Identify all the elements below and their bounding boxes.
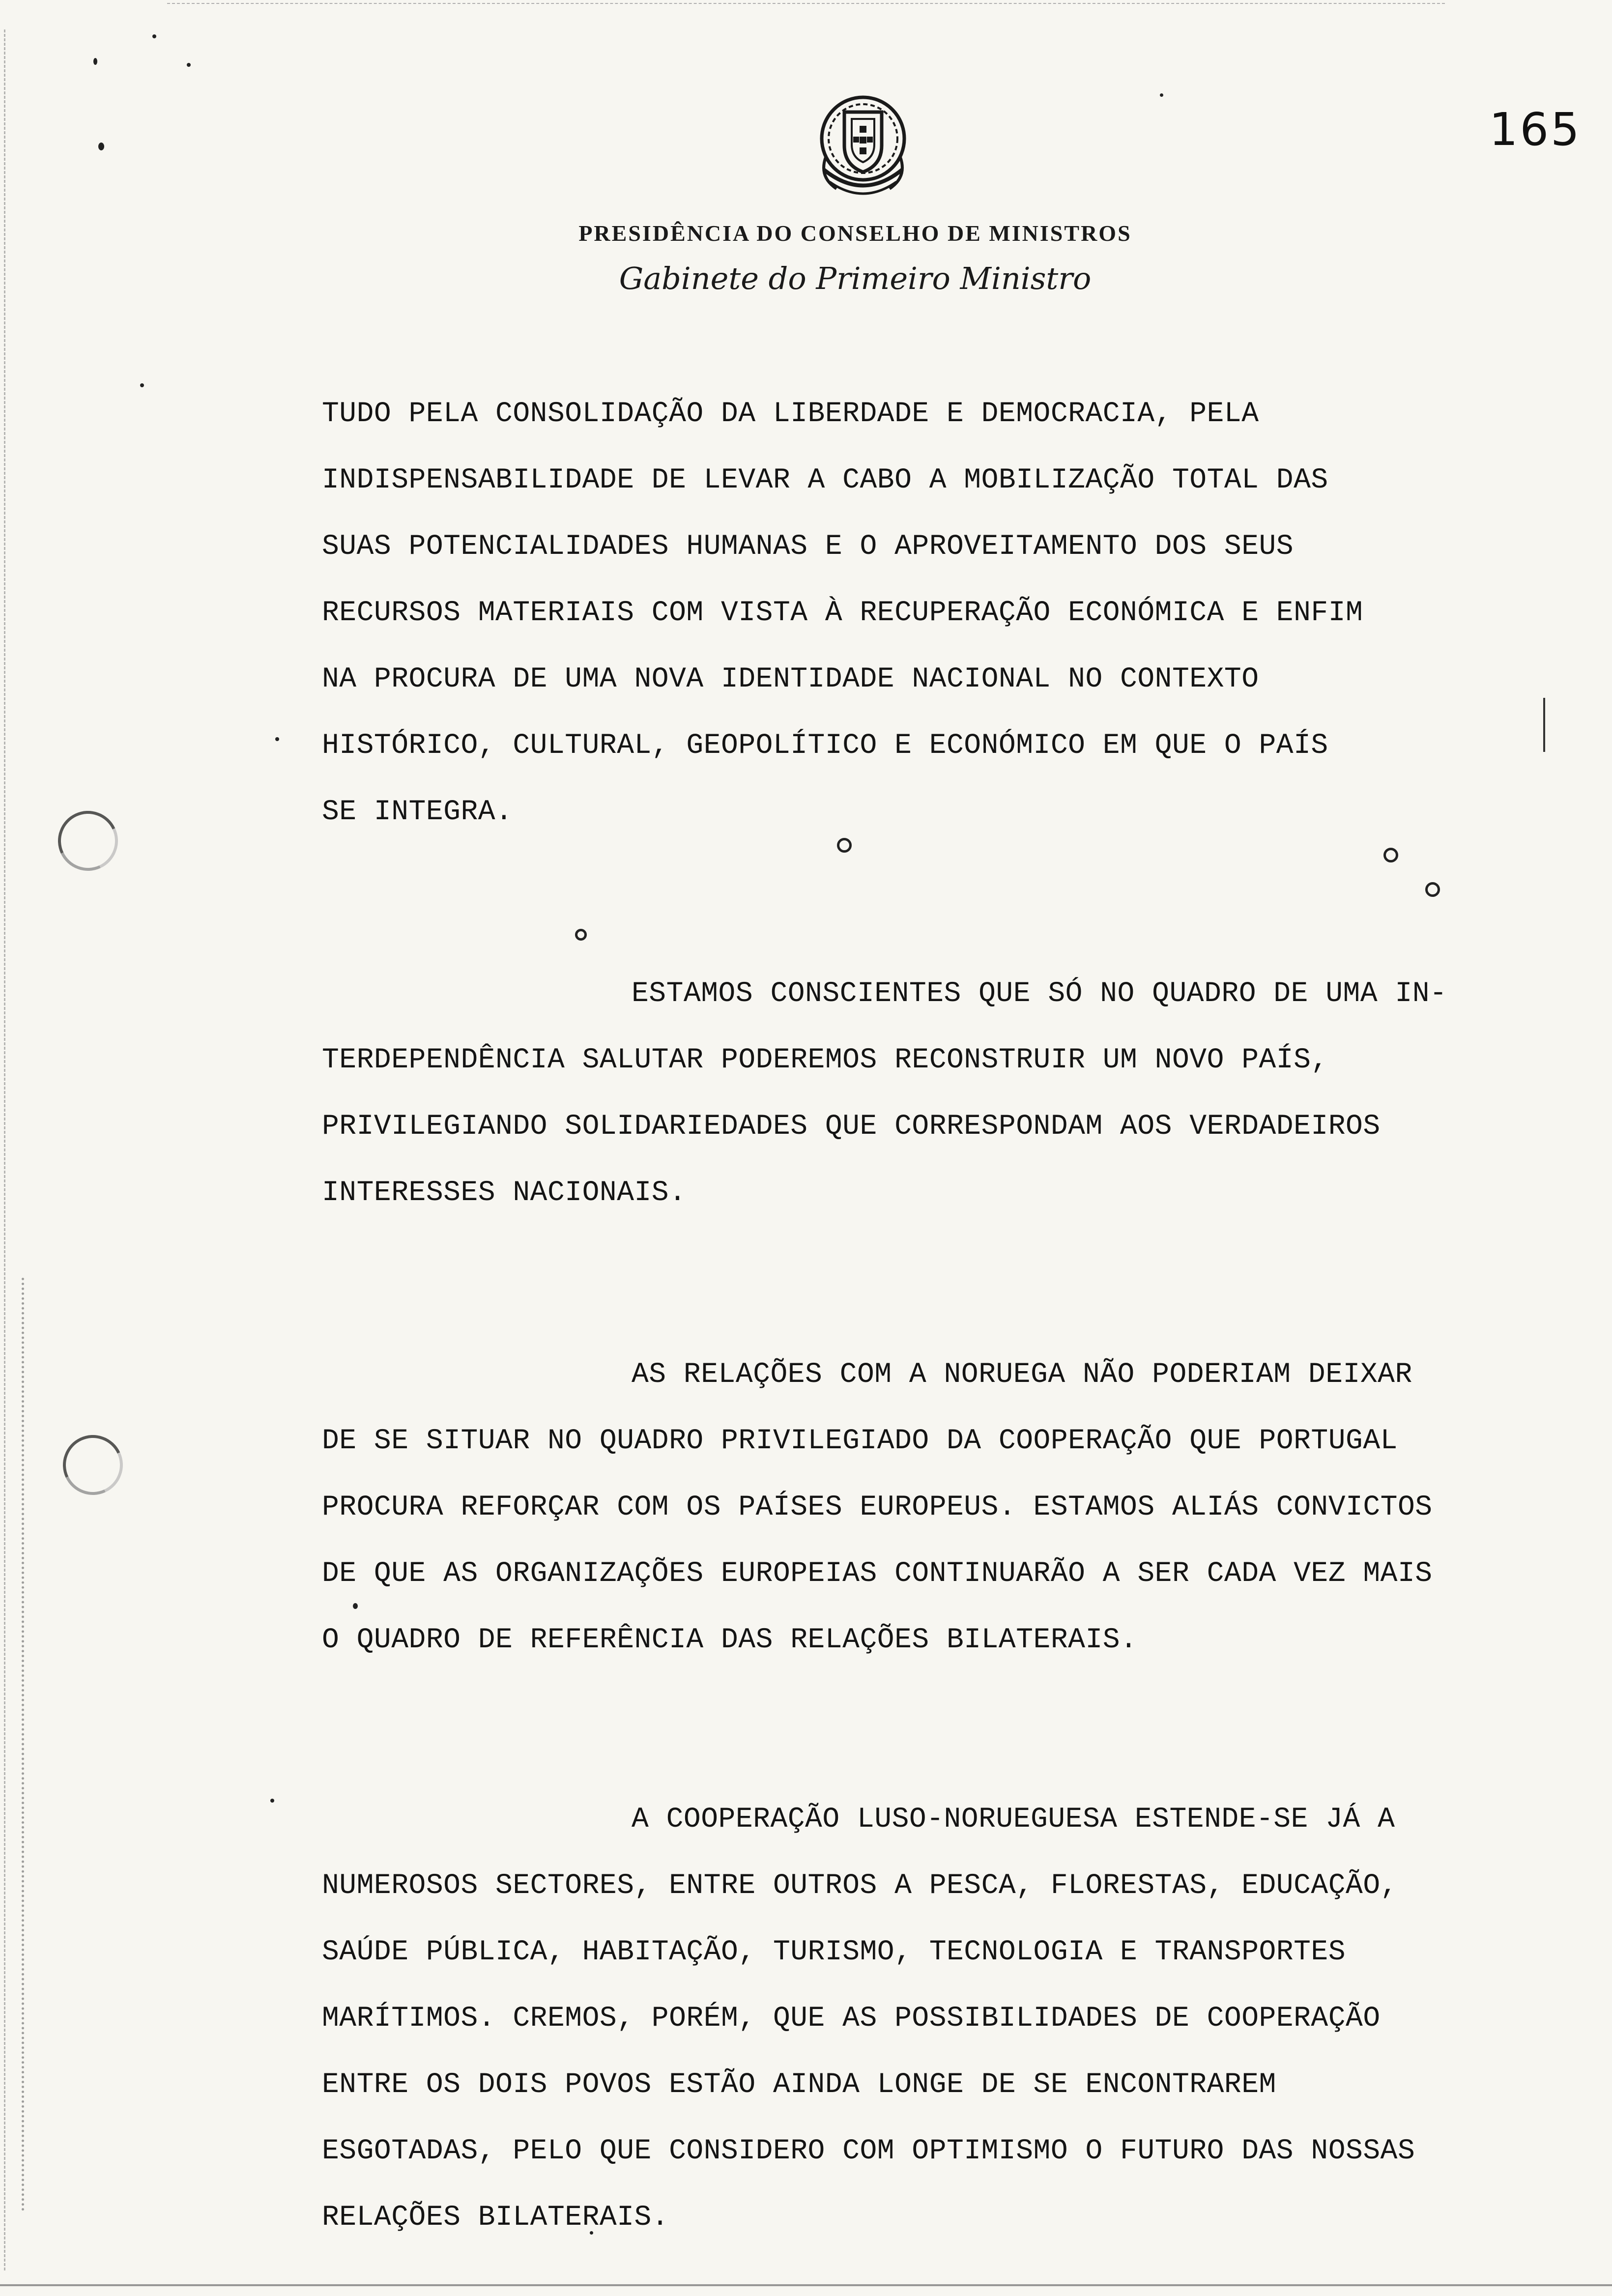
scan-speck xyxy=(275,737,279,741)
text-line: RELAÇÕES BILATERAIS. xyxy=(322,2202,669,2234)
text-line: MARÍTIMOS. CREMOS, PORÉM, QUE AS POSSIBILIDADES DE COOPERAÇÃO xyxy=(322,2003,1381,2035)
text-line: NUMEROSOS SECTORES, ENTRE OUTROS A PESCA, FLORESTAS, EDUCAÇÃO, xyxy=(322,1870,1398,1902)
scan-edge-left-inner xyxy=(22,1278,29,2211)
text-line: SUAS POTENCIALIDADES HUMANAS E O APROVEITAMENTO DOS SEUS xyxy=(322,531,1294,563)
text-line: PROCURA REFORÇAR COM OS PAÍSES EUROPEUS. ESTAMOS ALIÁS CONVICTOS xyxy=(322,1492,1433,1523)
paragraph-gap xyxy=(322,1226,1580,1342)
text-line: TUDO PELA CONSOLIDAÇÃO DA LIBERDADE E DEMOCRACIA, PELA xyxy=(322,398,1259,430)
text-line: TERDEPENDÊNCIA SALUTAR PODEREMOS RECONSTRUIR UM NOVO PAÍS, xyxy=(322,1044,1328,1076)
text-line: RECURSOS MATERIAIS COM VISTA À RECUPERAÇÃO ECONÓMICA E ENFIM xyxy=(322,597,1363,629)
scan-speck xyxy=(152,34,156,38)
text-line: A COOPERAÇÃO LUSO-NORUEGUESA ESTENDE-SE JÁ A xyxy=(632,1804,1395,1836)
text-line: ENTRE OS DOIS POVOS ESTÃO AINDA LONGE DE SE ENCONTRAREM xyxy=(322,2069,1276,2101)
punch-hole-upper xyxy=(50,803,126,879)
scan-edge-bottom xyxy=(0,2284,1612,2286)
text-line: PRIVILEGIANDO SOLIDARIEDADES QUE CORRESPONDAM AOS VERDADEIROS xyxy=(322,1111,1381,1143)
text-line: AS RELAÇÕES COM A NORUEGA NÃO PODERIAM DEIXAR xyxy=(632,1359,1412,1391)
text-line: DE QUE AS ORGANIZAÇÕES EUROPEIAS CONTINUARÃO A SER CADA VEZ MAIS xyxy=(322,1558,1433,1590)
page-number: 165 xyxy=(1489,103,1582,156)
scan-speck xyxy=(93,58,97,65)
scan-speck xyxy=(140,383,144,387)
scan-speck xyxy=(98,143,104,150)
paragraph-2 xyxy=(322,961,1580,1226)
paragraph-gap xyxy=(322,845,1580,961)
cabinet-subheading: Gabinete do Primeiro Ministro xyxy=(619,260,1092,296)
text-line: INDISPENSABILIDADE DE LEVAR A CABO A MOBILIZAÇÃO TOTAL DAS xyxy=(322,464,1328,496)
paragraph-3 xyxy=(322,1342,1580,1673)
text-line: O QUADRO DE REFERÊNCIA DAS RELAÇÕES BILATERAIS. xyxy=(322,1624,1138,1656)
scan-edge-left xyxy=(4,29,16,2270)
text-line: SE INTEGRA. xyxy=(322,796,513,828)
text-line: SAÚDE PÚBLICA, HABITAÇÃO, TURISMO, TECNOLOGIA E TRANSPORTES xyxy=(322,1936,1346,1968)
scan-speck xyxy=(187,63,191,67)
scan-edge-top xyxy=(167,3,1445,4)
punch-hole-lower xyxy=(55,1427,131,1503)
text-line: ESTAMOS CONSCIENTES QUE SÓ NO QUADRO DE UMA IN- xyxy=(632,978,1447,1010)
text-line: INTERESSES NACIONAIS. xyxy=(322,1177,687,1209)
text-line: NA PROCURA DE UMA NOVA IDENTIDADE NACIONAL NO CONTEXTO xyxy=(322,663,1259,695)
scan-speck xyxy=(270,1799,274,1803)
office-heading: PRESIDÊNCIA DO CONSELHO DE MINISTROS xyxy=(578,221,1132,246)
paragraph-1 xyxy=(322,381,1580,845)
coat-of-arms-icon xyxy=(804,84,922,206)
paragraph-gap xyxy=(322,1673,1580,1786)
text-line: DE SE SITUAR NO QUADRO PRIVILEGIADO DA COOPERAÇÃO QUE PORTUGAL xyxy=(322,1425,1398,1457)
text-line: ESGOTADAS, PELO QUE CONSIDERO COM OPTIMISMO O FUTURO DAS NOSSAS xyxy=(322,2135,1415,2167)
text-line: HISTÓRICO, CULTURAL, GEOPOLÍTICO E ECONÓMICO EM QUE O PAÍS xyxy=(322,730,1328,762)
scan-speck xyxy=(1160,93,1163,97)
paragraph-4 xyxy=(322,1786,1580,2251)
document-body xyxy=(322,381,1580,2251)
